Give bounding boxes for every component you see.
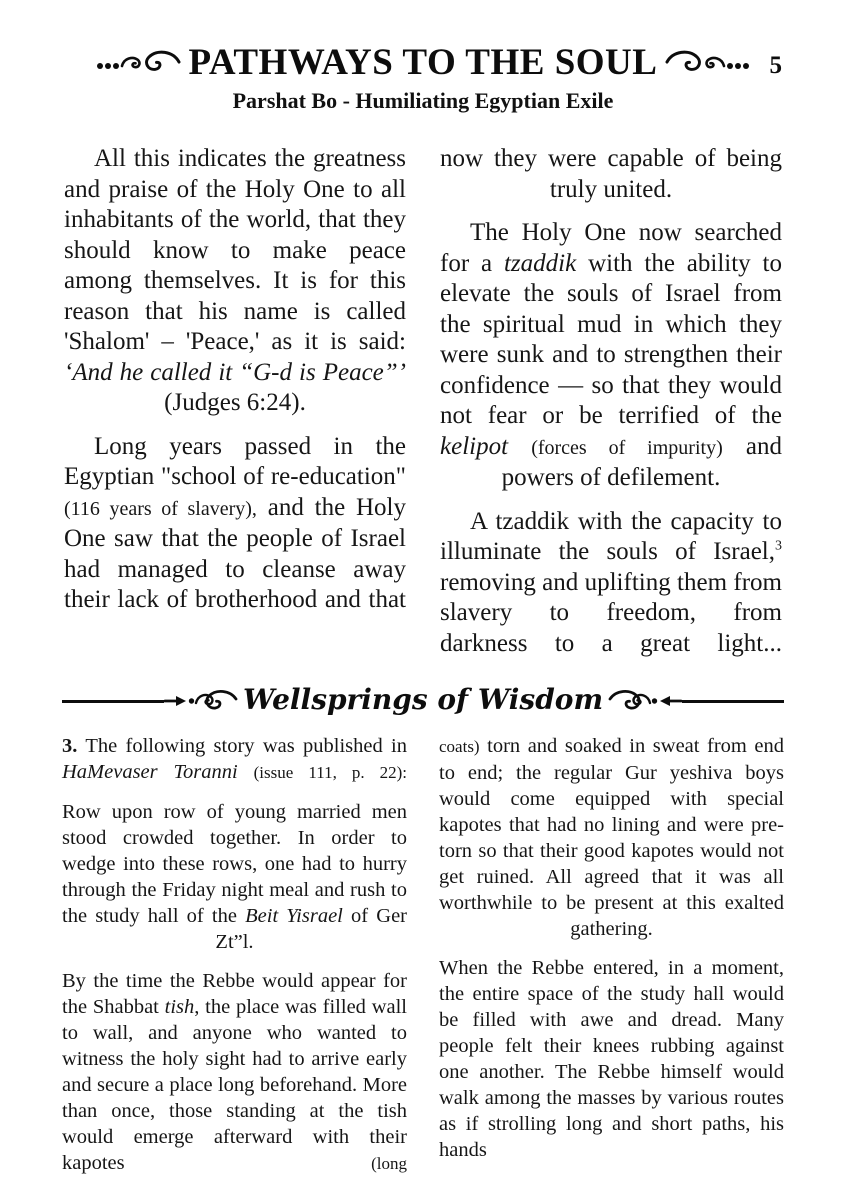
section-divider xyxy=(0,681,846,721)
footnote-column-left xyxy=(62,733,407,1190)
divider-title: Wellsprings of Wisdom xyxy=(242,682,604,716)
divider-rule-left xyxy=(62,700,164,703)
divider-flourish-right-icon xyxy=(608,689,682,713)
paragraph: When the Rebbe entered, in a moment, the entire space of the study hall would be filled with awe and dread. Many people felt their knees rubbing against one another. The Rebbe himself would walk among the masses by various routes as if strolling long and short paths, his hands xyxy=(439,957,784,1161)
divider-rule-right xyxy=(682,700,784,703)
main-column-right xyxy=(440,144,782,659)
footnote-column-right xyxy=(439,733,784,1190)
paragraph: now they were capable of being truly united. xyxy=(440,145,782,203)
paragraph: coats) torn and soaked in sweat from end to end; the regular Gur yeshiva boys would come equipped with special kapotes that had no lining and were pre-torn so that their good kapotes would not get ruined. All agreed that it was all worthwhile to be present at this exalted gathering. xyxy=(439,735,784,940)
paragraph: All this indicates the greatness and praise of the Holy One to all inhabitants of the world, that they should know to make peace among themselves. It is for this reason that his name is called 'Shalom' – 'Peace,' as it is said: ‘And he called it “G-d is Peace”’ (Judges 6:24). xyxy=(64,145,406,416)
paragraph: The Holy One now searched for a tzaddik with the ability to elevate the souls of Israel from the spiritual mud in which they were sunk and to strengthen their confidence — so that they would not fear or be terrified of the kelipot (forces of impurity) and powers of defilement. xyxy=(440,219,782,491)
paragraph: Long years passed in the Egyptian "school of re-education" (116 years of slavery), and the Holy One saw that the people of Israel had managed to cleanse away their lack of brotherhood and that xyxy=(64,432,406,613)
page-header xyxy=(0,0,846,114)
footnotes xyxy=(0,733,846,1190)
page-title: PATHWAYS TO THE SOUL xyxy=(188,42,658,83)
page-subtitle: Parshat Bo - Humiliating Egyptian Exile xyxy=(232,88,614,113)
page-number: 5 xyxy=(769,52,782,79)
paragraph: Row upon row of young married men stood crowded together. In order to wedge into these rows, one had to hurry through the Friday night meal and rush to the study hall of the Beit Yisrael of Ger Zt”l. xyxy=(62,801,407,953)
paragraph: By the time the Rebbe would appear for the Shabbat tish, the place was filled wall to wall, and anyone who wanted to witness the holy sight had to arrive early and secure a place long beforehand. More than once, those standing at the tish would emerge afterward with their kapotes (long xyxy=(62,970,407,1174)
paragraph: 3. The following story was published in HaMevaser Toranni (issue 111, p. 22): xyxy=(62,735,407,783)
title-row xyxy=(0,42,846,84)
divider-flourish-left-icon xyxy=(164,689,238,713)
title-flourish-left-icon xyxy=(95,49,181,77)
main-text xyxy=(0,144,846,659)
paragraph: A tzaddik with the capacity to illuminate the souls of Israel,$^3$ removing and uplifting them from slavery to freedom, from darkness to a great light... xyxy=(440,507,782,657)
main-column-left xyxy=(64,144,406,659)
title-flourish-right-icon xyxy=(665,49,751,77)
